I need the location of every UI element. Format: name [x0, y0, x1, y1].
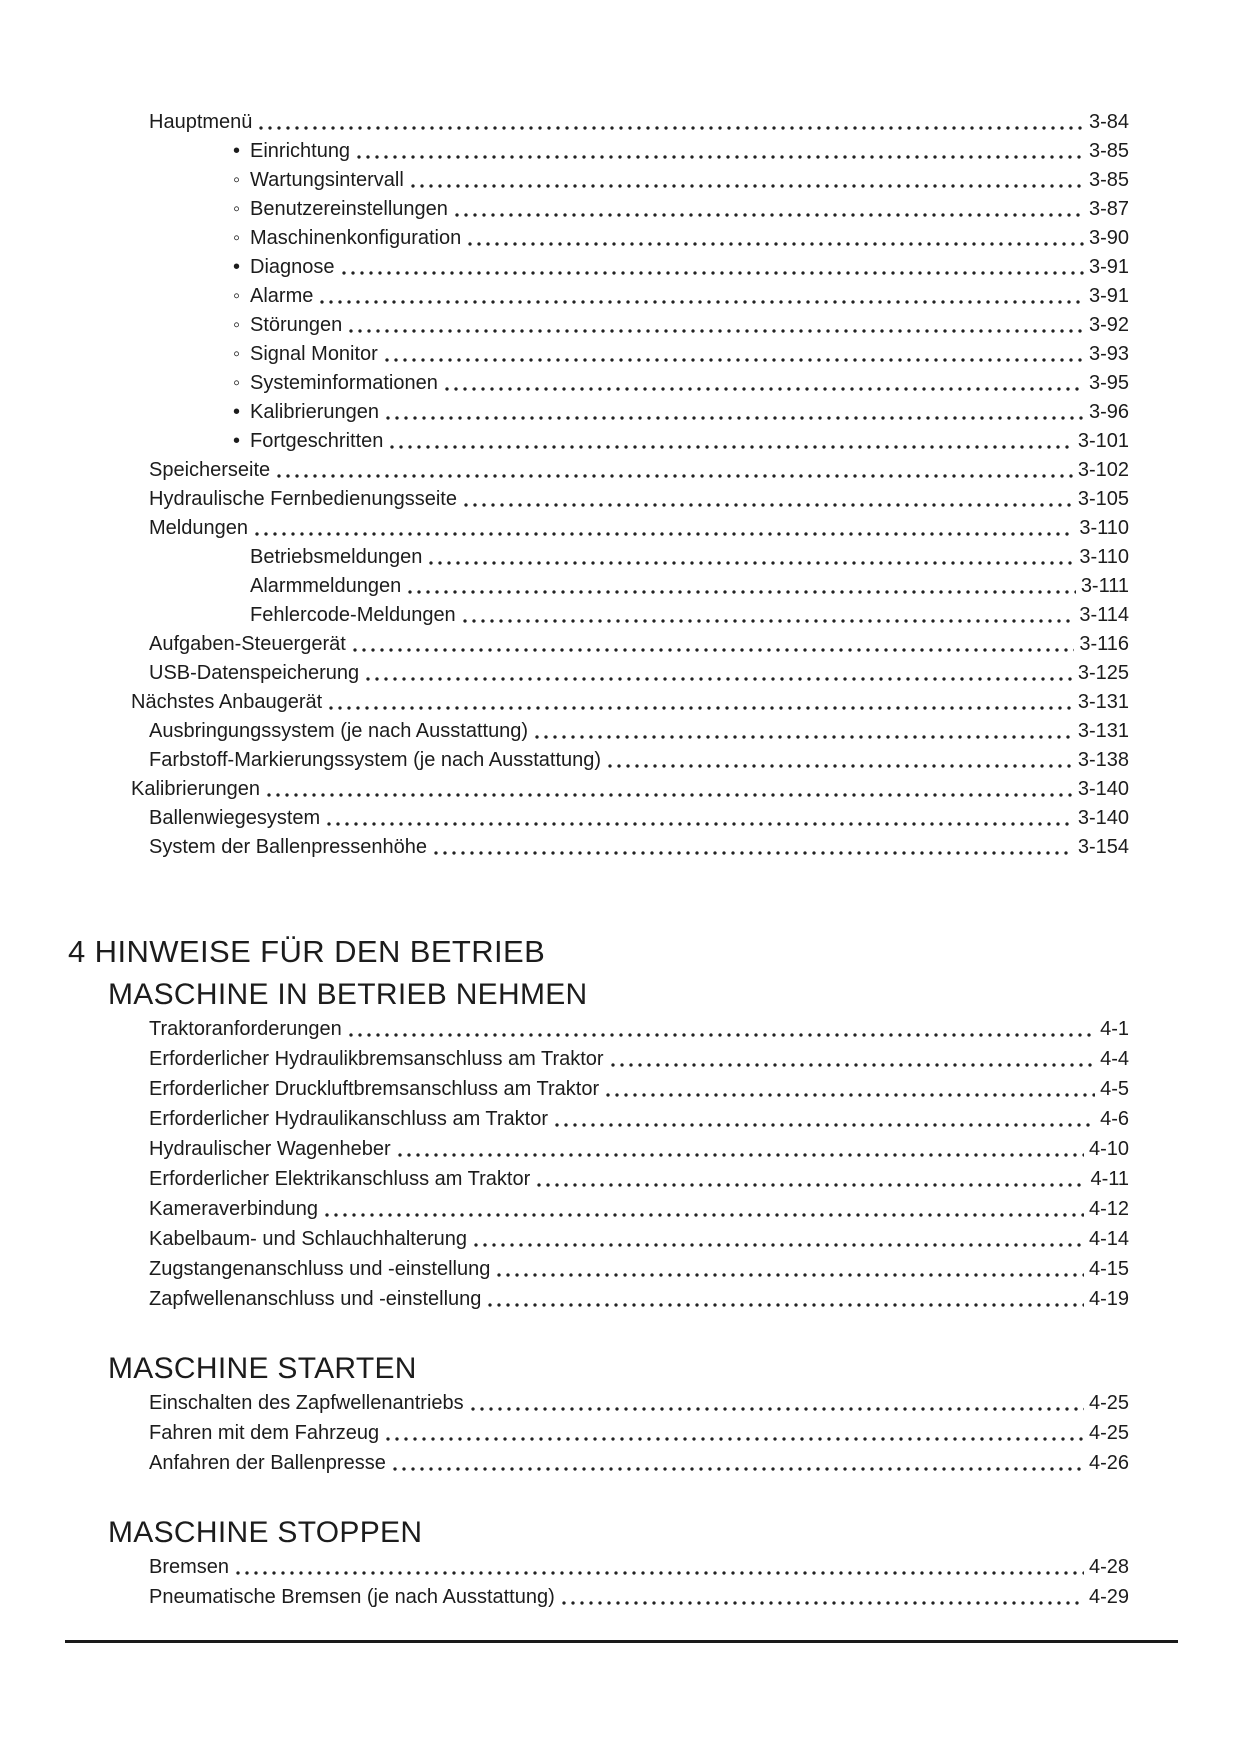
toc-entry	[65, 1014, 1178, 1044]
toc-list-maschine-stoppen	[65, 1552, 1178, 1612]
toc-entry-label: Maschinenkonfiguration	[250, 227, 462, 249]
toc-entry	[65, 572, 1178, 601]
dot-leader	[456, 601, 1080, 630]
dot-leader	[270, 456, 1078, 485]
toc-entry-label: Hydraulischer Wagenheber	[149, 1138, 391, 1160]
toc-entry-page: 3-131	[1077, 691, 1129, 713]
toc-entry-label: Kalibrierungen	[250, 401, 379, 423]
toc-list-maschine-in-betrieb-nehmen	[65, 1014, 1178, 1314]
bullet-open-icon: ◦	[233, 198, 241, 220]
dot-leader	[401, 572, 1081, 601]
section-title: MASCHINE STARTEN	[108, 1352, 417, 1385]
toc-entry-page: 4-14	[1088, 1228, 1129, 1250]
toc-entry-page: 3-131	[1077, 720, 1129, 742]
dot-leader	[320, 804, 1078, 833]
toc-entry-label: Anfahren der Ballenpresse	[149, 1452, 386, 1474]
toc-entry-page: 3-138	[1077, 749, 1129, 771]
toc-entry-page: 3-91	[1088, 285, 1129, 307]
toc-entry-page: 4-25	[1088, 1392, 1129, 1414]
toc-entry-page: 3-84	[1088, 111, 1129, 133]
dot-leader	[260, 775, 1078, 804]
toc-entry	[65, 543, 1178, 572]
bullet-open-icon: ◦	[233, 314, 241, 336]
footer-rule	[65, 1640, 1178, 1643]
dot-leader	[490, 1254, 1089, 1284]
chapter-4-block	[65, 934, 1178, 1612]
toc-entry	[65, 282, 1178, 311]
toc-entry	[65, 601, 1178, 630]
toc-entry	[65, 224, 1178, 253]
dot-leader	[601, 746, 1078, 775]
toc-entry-label: Erforderlicher Hydraulikanschluss am Traktor	[149, 1108, 549, 1130]
toc-entry-label: Störungen	[250, 314, 343, 336]
toc-entry-page: 3-140	[1077, 807, 1129, 829]
dot-leader	[248, 514, 1079, 543]
toc-entry	[65, 456, 1178, 485]
toc-entry-label: Nächstes Anbaugerät	[131, 691, 323, 713]
toc-entry-page: 4-1	[1100, 1018, 1129, 1040]
dot-leader	[530, 1164, 1090, 1194]
toc-entry-label: Systeminformationen	[250, 372, 438, 394]
toc-entry-page: 4-25	[1088, 1422, 1129, 1444]
toc-entry-label: Farbstoff-Markierungssystem (je nach Ausstattung)	[149, 749, 602, 771]
toc-entry-label: Einschalten des Zapfwellenantriebs	[149, 1392, 464, 1414]
dot-leader	[378, 340, 1089, 369]
toc-entry	[65, 340, 1178, 369]
toc-entry-page: 4-15	[1088, 1258, 1129, 1280]
toc-entry	[65, 630, 1178, 659]
toc-entry-label: Zapfwellenanschluss und -einstellung	[149, 1288, 482, 1310]
toc-entry-page: 3-110	[1079, 517, 1129, 539]
dot-leader	[318, 1194, 1089, 1224]
toc-entry-label: Fehlercode-Meldungen	[250, 604, 456, 626]
dot-leader	[379, 1418, 1089, 1448]
toc-entry	[65, 1254, 1178, 1284]
dot-leader	[438, 369, 1089, 398]
toc-entry-label: Alarmmeldungen	[250, 575, 402, 597]
toc-entry-label: Pneumatische Bremsen (je nach Ausstattung)	[149, 1586, 555, 1608]
toc-entry-page: 3-93	[1088, 343, 1129, 365]
bullet-filled-icon: •	[233, 430, 241, 452]
toc-entry-label: Alarme	[250, 285, 314, 307]
toc-entry	[65, 1194, 1178, 1224]
bullet-open-icon: ◦	[233, 169, 241, 191]
toc-entry	[65, 166, 1178, 195]
toc-entry-label: Erforderlicher Elektrikanschluss am Traktor	[149, 1168, 531, 1190]
toc-entry-label: Aufgaben-Steuergerät	[149, 633, 346, 655]
bullet-filled-icon: •	[233, 256, 241, 278]
toc-entry-label: Traktoranforderungen	[149, 1018, 342, 1040]
toc-entry-label: Erforderlicher Hydraulikbremsanschluss am Traktor	[149, 1048, 604, 1070]
toc-entry-label: Benutzereinstellungen	[250, 198, 448, 220]
dot-leader	[379, 398, 1089, 427]
toc-entry-label: Speicherseite	[149, 459, 271, 481]
toc-entry	[65, 688, 1178, 717]
dot-leader	[555, 1582, 1089, 1612]
dot-leader	[548, 1104, 1100, 1134]
toc-entry-page: 4-19	[1088, 1288, 1129, 1310]
toc-entry-page: 3-92	[1088, 314, 1129, 336]
dot-leader	[448, 195, 1089, 224]
toc-entry-page: 3-140	[1077, 778, 1129, 800]
dot-leader	[342, 1014, 1100, 1044]
toc-group-maschine-in-betrieb-nehmen	[65, 978, 1178, 1314]
toc-entry	[65, 1044, 1178, 1074]
toc-entry-label: Diagnose	[250, 256, 335, 278]
dot-leader	[422, 543, 1079, 572]
toc-entry-page: 3-125	[1077, 662, 1129, 684]
toc-entry-label: Fortgeschritten	[250, 430, 384, 452]
dot-leader	[528, 717, 1078, 746]
toc-entry-label: Einrichtung	[250, 140, 351, 162]
toc-entry-label: Hauptmenü	[149, 111, 253, 133]
dot-leader	[342, 311, 1089, 340]
toc-entry-page: 3-154	[1077, 836, 1129, 858]
dot-leader	[599, 1074, 1100, 1104]
toc-entry	[65, 804, 1178, 833]
dot-leader	[383, 427, 1077, 456]
toc-entry	[65, 746, 1178, 775]
toc-entry-page: 3-105	[1077, 488, 1129, 510]
toc-entry	[65, 137, 1178, 166]
toc-entry	[65, 485, 1178, 514]
toc-entry-label: Kabelbaum- und Schlauchhalterung	[149, 1228, 467, 1250]
toc-list-chapter-3	[65, 0, 1178, 862]
toc-entry-page: 3-102	[1077, 459, 1129, 481]
dot-leader	[359, 659, 1078, 688]
toc-entry-page: 3-111	[1080, 575, 1129, 597]
page-content	[65, 0, 1178, 1643]
toc-entry	[65, 1448, 1178, 1478]
toc-entry-page: 3-90	[1088, 227, 1129, 249]
toc-entry	[65, 514, 1178, 543]
toc-entry-label: Signal Monitor	[250, 343, 378, 365]
toc-entry	[65, 1164, 1178, 1194]
toc-entry-label: Hydraulische Fernbedienungsseite	[149, 488, 457, 510]
dot-leader	[350, 137, 1089, 166]
dot-leader	[427, 833, 1078, 862]
toc-entry-page: 4-29	[1088, 1586, 1129, 1608]
bullet-filled-icon: •	[233, 401, 241, 423]
toc-entry-page: 4-26	[1088, 1452, 1129, 1474]
section-title: MASCHINE IN BETRIEB NEHMEN	[108, 978, 588, 1011]
dot-leader	[346, 630, 1080, 659]
toc-entry-label: Kameraverbindung	[149, 1198, 318, 1220]
dot-leader	[461, 224, 1089, 253]
dot-leader	[464, 1388, 1089, 1418]
dot-leader	[604, 1044, 1101, 1074]
toc-entry-label: Wartungsintervall	[250, 169, 404, 191]
toc-entry-label: Zugstangenanschluss und -einstellung	[149, 1258, 491, 1280]
toc-group-maschine-starten	[65, 1352, 1178, 1478]
toc-entry-page: 4-12	[1088, 1198, 1129, 1220]
toc-entry	[65, 108, 1178, 137]
toc-entry-page: 3-96	[1088, 401, 1129, 423]
dot-leader	[457, 485, 1078, 514]
bullet-open-icon: ◦	[233, 227, 241, 249]
toc-entry-label: Betriebsmeldungen	[250, 546, 423, 568]
toc-entry	[65, 1284, 1178, 1314]
toc-entry-label: Ausbringungssystem (je nach Ausstattung)	[149, 720, 529, 742]
toc-entry-page: 3-116	[1079, 633, 1129, 655]
dot-leader	[404, 166, 1089, 195]
chapter-title: 4 HINWEISE FÜR DEN BETRIEB	[68, 934, 546, 969]
dot-leader	[322, 688, 1078, 717]
section-title: MASCHINE STOPPEN	[108, 1516, 423, 1549]
toc-entry-page: 3-110	[1079, 546, 1129, 568]
dot-leader	[391, 1134, 1089, 1164]
toc-entry	[65, 1388, 1178, 1418]
toc-entry-page: 3-101	[1077, 430, 1129, 452]
toc-entry-page: 4-10	[1088, 1138, 1129, 1160]
toc-entry-page: 3-85	[1088, 140, 1129, 162]
toc-entry	[65, 659, 1178, 688]
toc-entry-page: 4-11	[1090, 1168, 1129, 1190]
dot-leader	[467, 1224, 1089, 1254]
toc-entry	[65, 427, 1178, 456]
toc-entry	[65, 775, 1178, 804]
toc-entry	[65, 1074, 1178, 1104]
dot-leader	[335, 253, 1089, 282]
bullet-filled-icon: •	[233, 140, 241, 162]
toc-entry-label: Fahren mit dem Fahrzeug	[149, 1422, 380, 1444]
dot-leader	[313, 282, 1089, 311]
bullet-open-icon: ◦	[233, 343, 241, 365]
toc-entry-page: 4-6	[1100, 1108, 1129, 1130]
toc-entry-page: 4-5	[1100, 1078, 1129, 1100]
toc-entry-label: System der Ballenpressenhöhe	[149, 836, 427, 858]
toc-entry	[65, 1582, 1178, 1612]
toc-entry-label: Kalibrierungen	[131, 778, 260, 800]
dot-leader	[386, 1448, 1089, 1478]
toc-entry	[65, 1224, 1178, 1254]
toc-entry	[65, 369, 1178, 398]
toc-entry-page: 3-87	[1088, 198, 1129, 220]
toc-entry	[65, 311, 1178, 340]
toc-entry-label: Erforderlicher Druckluftbremsanschluss am Traktor	[149, 1078, 600, 1100]
toc-group-maschine-stoppen	[65, 1516, 1178, 1612]
toc-entry	[65, 195, 1178, 224]
toc-entry	[65, 1134, 1178, 1164]
dot-leader	[481, 1284, 1089, 1314]
toc-entry-label: Bremsen	[149, 1556, 230, 1578]
bullet-open-icon: ◦	[233, 372, 241, 394]
toc-entry-page: 3-85	[1088, 169, 1129, 191]
toc-entry-page: 3-95	[1088, 372, 1129, 394]
toc-entry-page: 4-4	[1100, 1048, 1129, 1070]
toc-entry	[65, 833, 1178, 862]
toc-entry-label: USB-Datenspeicherung	[149, 662, 360, 684]
toc-entry	[65, 398, 1178, 427]
toc-entry-page: 3-114	[1079, 604, 1129, 626]
toc-entry-page: 4-28	[1088, 1556, 1129, 1578]
toc-entry-label: Meldungen	[149, 517, 248, 539]
bullet-open-icon: ◦	[233, 285, 241, 307]
toc-entry-page: 3-91	[1088, 256, 1129, 278]
toc-entry	[65, 1104, 1178, 1134]
toc-entry	[65, 253, 1178, 282]
toc-list-maschine-starten	[65, 1388, 1178, 1478]
toc-entry	[65, 1418, 1178, 1448]
toc-entry-label: Ballenwiegesystem	[149, 807, 321, 829]
dot-leader	[252, 108, 1089, 137]
toc-entry	[65, 1552, 1178, 1582]
toc-entry	[65, 717, 1178, 746]
dot-leader	[229, 1552, 1089, 1582]
